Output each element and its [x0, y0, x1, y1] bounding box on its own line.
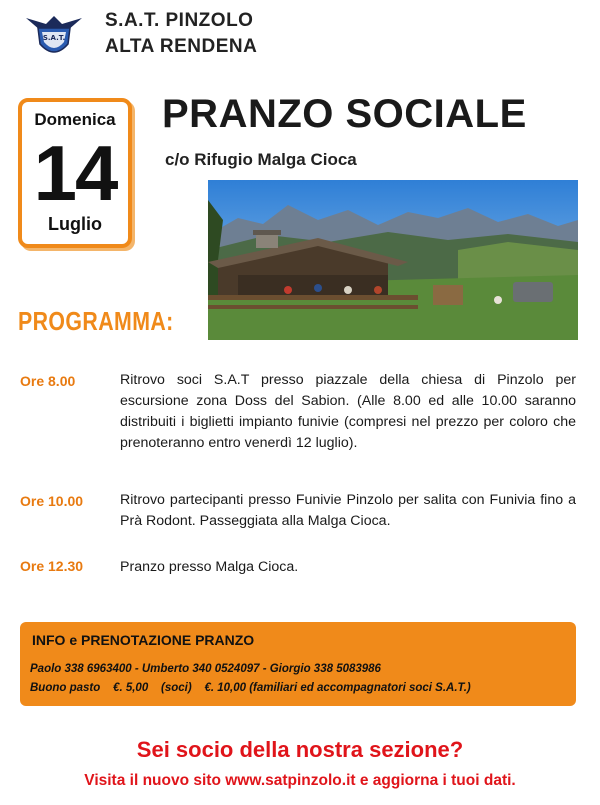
schedule-text-2: Ritrovo partecipanti presso Funivie Pinzolo per salita con Funivia fino a Prà Rodont. Passeggiata alla Malga Cioca.: [120, 492, 576, 529]
date-box: [18, 98, 132, 248]
schedule-time-2: Ore 10.00: [20, 493, 84, 509]
info-meal-price: Buono pasto €. 5,00 (soci) €. 10,00 (familiari ed accompagnatori soci S.A.T.): [30, 682, 471, 694]
footer-website-note: Visita il nuovo sito www.satpinzolo.it e aggiorna i tuoi dati.: [84, 772, 516, 789]
org-line-1: S.A.T. PINZOLO: [105, 10, 254, 31]
info-title: INFO e PRENOTAZIONE PRANZO: [32, 632, 255, 648]
schedule-time-1: Ore 8.00: [20, 373, 76, 389]
info-box: [20, 622, 576, 706]
org-line-2: ALTA RENDENA: [105, 36, 258, 57]
event-location: c/o Rifugio Malga Cioca: [165, 150, 357, 169]
event-title: PRANZO SOCIALE: [162, 92, 527, 136]
info-contacts: Paolo 338 6963400 - Umberto 340 0524097 - Giorgio 338 5083986: [30, 663, 381, 675]
svg-text:S.A.T.: S.A.T.: [42, 34, 66, 42]
malga-photo: [208, 180, 578, 340]
programma-heading: PROGRAMMA:: [18, 306, 174, 336]
schedule-time-3: Ore 12.30: [20, 558, 84, 574]
organization-name: [105, 8, 257, 60]
sat-eagle-logo: [24, 4, 84, 62]
date-day: Domenica: [34, 110, 116, 129]
date-month: Luglio: [48, 214, 102, 234]
footer-question: Sei socio della nostra sezione?: [136, 737, 464, 762]
schedule-text-1: Ritrovo soci S.A.T presso piazzale della chiesa di Pinzolo per escursione zona Doss del Sabion. (Alle 8.00 ed alle 10.00 saranno distribuiti i biglietti impianto funivie (compresi nel prezzo per coloro che prenoteranno entro venerdì 12 luglio).: [120, 372, 576, 451]
date-number: 14: [33, 129, 117, 217]
schedule-text-3: Pranzo presso Malga Cioca.: [120, 559, 299, 575]
